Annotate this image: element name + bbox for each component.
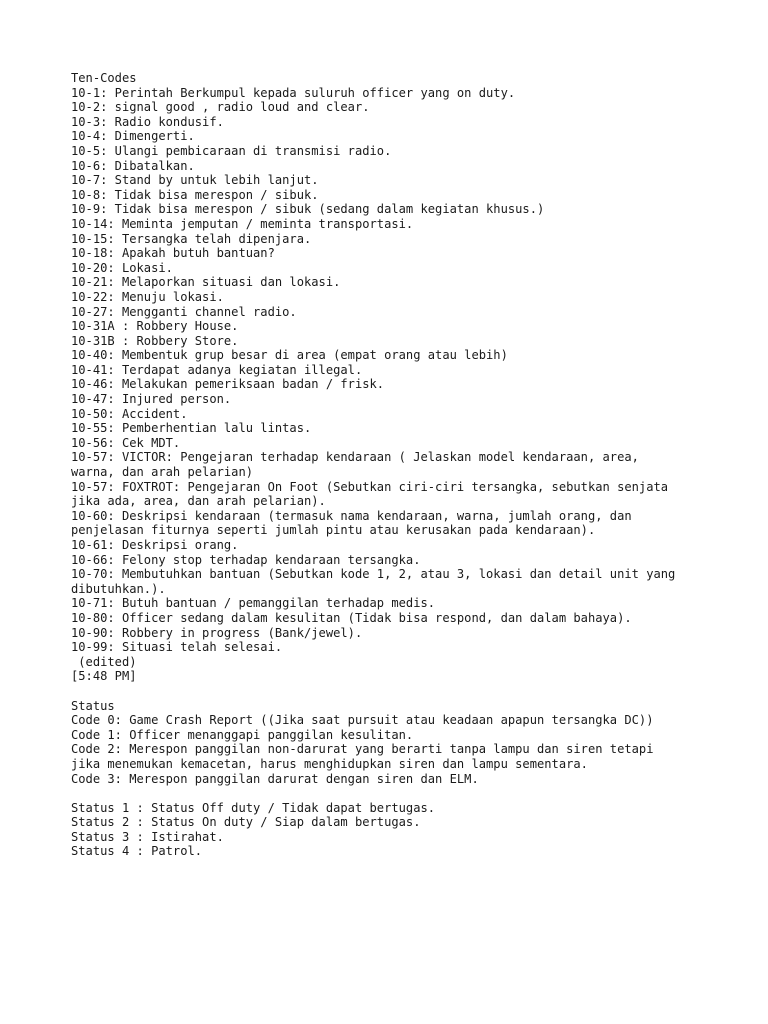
status-list [71, 801, 751, 859]
ten-code-line: 10-14: Meminta jemputan / meminta transportasi. [71, 216, 414, 231]
edited-note: (edited) [71, 654, 137, 669]
ten-code-line: 10-46: Melakukan pemeriksaan badan / frisk. [71, 377, 385, 392]
ten-codes-list [71, 86, 751, 655]
code-list [71, 713, 751, 786]
ten-code-line: 10-57: VICTOR: Pengejaran terhadap kendaraan ( Jelaskan model kendaraan, area, [71, 450, 639, 465]
ten-code-line: 10-22: Menuju lokasi. [71, 289, 224, 304]
ten-code-line: 10-2: signal good , radio loud and clear. [71, 100, 370, 115]
ten-code-line: 10-31A : Robbery House. [71, 319, 239, 334]
section-spacer [71, 684, 751, 699]
ten-code-line: 10-40: Membentuk grup besar di area (empat orang atau lebih) [71, 348, 508, 363]
ten-code-line: 10-3: Radio kondusif. [71, 114, 224, 129]
ten-code-line: 10-21: Melaporkan situasi dan lokasi. [71, 275, 341, 290]
ten-code-line: 10-7: Stand by untuk lebih lanjut. [71, 173, 319, 188]
ten-code-line: 10-80: Officer sedang dalam kesulitan (Tidak bisa respond, dan dalam bahaya). [71, 610, 632, 625]
code-line: Code 2: Merespon panggilan non-darurat yang berarti tanpa lampu dan siren tetapi [71, 742, 654, 757]
ten-code-line: 10-8: Tidak bisa merespon / sibuk. [71, 187, 319, 202]
ten-code-line: 10-71: Butuh bantuan / pemanggilan terhadap medis. [71, 596, 436, 611]
ten-code-line: 10-6: Dibatalkan. [71, 158, 195, 173]
status-line: Status 2 : Status On duty / Siap dalam bertugas. [71, 815, 421, 830]
ten-code-line: 10-60: Deskripsi kendaraan (termasuk nama kendaraan, warna, jumlah orang, dan [71, 508, 632, 523]
ten-code-line: 10-18: Apakah butuh bantuan? [71, 246, 275, 261]
ten-code-line: 10-57: FOXTROT: Pengejaran On Foot (Sebutkan ciri-ciri tersangka, sebutkan senjata [71, 479, 669, 494]
code-line: Code 0: Game Crash Report ((Jika saat pursuit atau keadaan apapun tersangka DC)) [71, 713, 654, 728]
ten-code-line: 10-99: Situasi telah selesai. [71, 640, 283, 655]
ten-code-line: jika ada, area, dan arah pelarian). [71, 494, 326, 509]
ten-code-line: 10-55: Pemberhentian lalu lintas. [71, 421, 312, 436]
status-heading: Status [71, 698, 115, 713]
ten-code-line: 10-50: Accident. [71, 406, 188, 421]
ten-code-line: 10-61: Deskripsi orang. [71, 538, 239, 552]
ten-code-line: 10-9: Tidak bisa merespon / sibuk (sedang dalam kegiatan khusus.) [71, 202, 545, 217]
timestamp: [5:48 PM] [71, 669, 137, 684]
ten-code-line: 10-90: Robbery in progress (Bank/jewel). [71, 625, 363, 640]
code-line: Code 3: Merespon panggilan darurat dengan siren dan ELM. [71, 771, 479, 786]
ten-code-line: 10-27: Mengganti channel radio. [71, 304, 297, 319]
ten-code-line: 10-41: Terdapat adanya kegiatan illegal. [71, 362, 363, 377]
ten-code-line: 10-66: Felony stop terhadap kendaraan tersangka. [71, 552, 421, 567]
ten-code-line: penjelasan fiturnya seperti jumlah pintu atau kerusakan pada kendaraan). [71, 523, 596, 538]
status-line: Status 4 : Patrol. [71, 844, 203, 859]
ten-code-line: 10-1: Perintah Berkumpul kepada suluruh officer yang on duty. [71, 85, 516, 100]
code-line: jika menemukan kemacetan, harus menghidupkan siren dan lampu sementara. [71, 756, 588, 771]
status-line: Status 3 : Istirahat. [71, 829, 224, 844]
document-page [71, 71, 751, 859]
ten-code-line: dibutuhkan.). [71, 581, 166, 596]
ten-code-line: 10-15: Tersangka telah dipenjara. [71, 231, 312, 246]
ten-codes-heading: Ten-Codes [71, 71, 137, 85]
ten-code-line: 10-31B : Robbery Store. [71, 333, 239, 348]
ten-code-line: warna, dan arah pelarian) [71, 465, 254, 480]
ten-code-line: 10-70: Membutuhkan bantuan (Sebutkan kode 1, 2, atau 3, lokasi dan detail unit yang [71, 567, 676, 582]
code-line: Code 1: Officer menanggapi panggilan kesulitan. [71, 727, 414, 742]
ten-code-line: 10-56: Cek MDT. [71, 435, 181, 450]
status-line: Status 1 : Status Off duty / Tidak dapat bertugas. [71, 800, 436, 815]
ten-code-line: 10-5: Ulangi pembicaraan di transmisi radio. [71, 143, 392, 158]
ten-code-line: 10-47: Injured person. [71, 392, 232, 407]
section-spacer [71, 786, 751, 801]
ten-code-line: 10-4: Dimengerti. [71, 129, 195, 144]
ten-code-line: 10-20: Lokasi. [71, 260, 173, 275]
